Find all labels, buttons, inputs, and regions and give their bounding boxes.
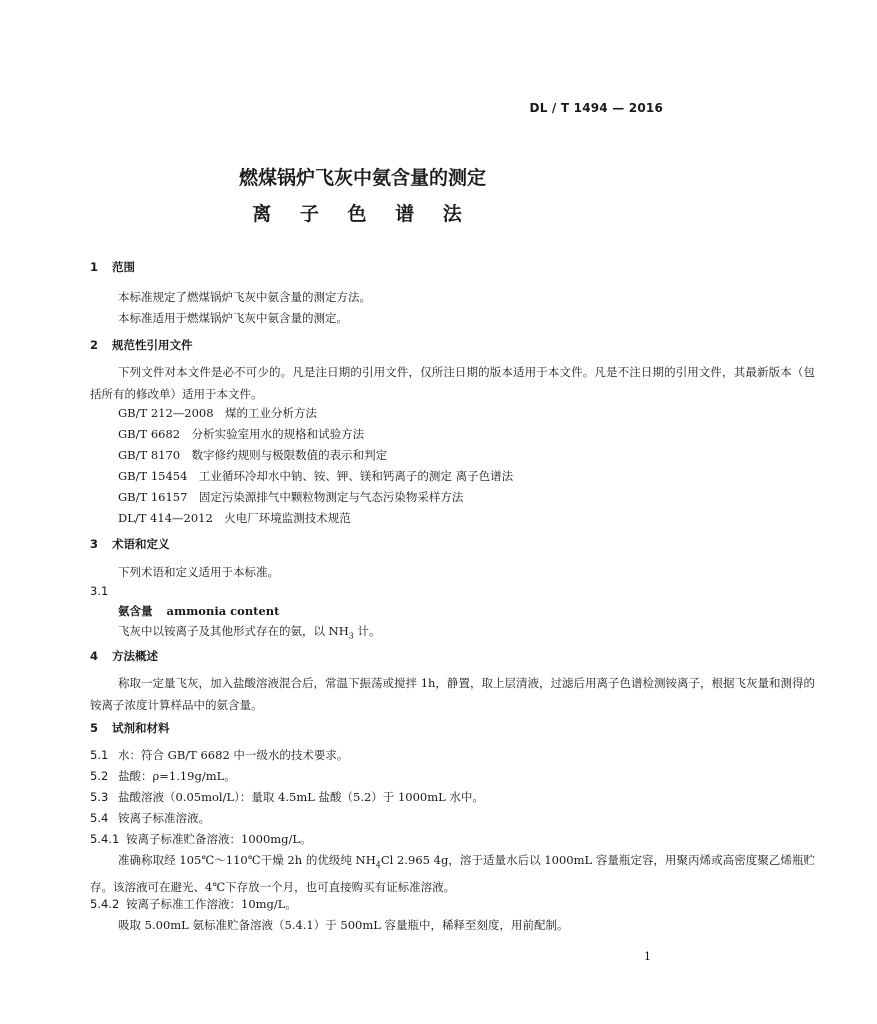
section-title: 试剂和材料 bbox=[112, 721, 170, 735]
clause-5-2 bbox=[0, 765, 815, 787]
clause-text: 铵离子标准工作溶液：10mg/L。 bbox=[126, 897, 297, 911]
clause-text: 水：符合 GB/T 6682 中一级水的技术要求。 bbox=[118, 748, 349, 762]
clause-text: 铵离子标准溶液。 bbox=[118, 811, 210, 825]
section-title: 术语和定义 bbox=[112, 537, 170, 551]
section-number: 4 bbox=[90, 649, 99, 663]
term-chinese: 氨含量 bbox=[118, 604, 153, 618]
clause-5-1 bbox=[0, 744, 815, 766]
body-text: 准确称取经 105℃～110℃干燥 2h 的优级纯 NH bbox=[118, 853, 376, 867]
clause-5-4-2 bbox=[0, 893, 815, 915]
section-number: 2 bbox=[90, 338, 99, 352]
clause-number: 5.1 bbox=[90, 748, 109, 762]
clause-number: 5.4 bbox=[90, 811, 109, 825]
definition-text: 飞灰中以铵离子及其他形式存在的氨，以 NH bbox=[118, 624, 349, 638]
section-1-heading bbox=[0, 256, 815, 278]
section-5-heading bbox=[0, 717, 815, 739]
reference-item: DL/T 414—2012 火电厂环境监测技术规范 bbox=[118, 511, 351, 525]
section-title: 规范性引用文件 bbox=[112, 338, 193, 352]
clause-number: 5.3 bbox=[90, 790, 109, 804]
section-number: 1 bbox=[90, 260, 99, 274]
clause-5-4-1 bbox=[0, 828, 815, 850]
section-4-heading bbox=[0, 645, 815, 667]
definition-subscript: 3 bbox=[348, 631, 354, 641]
body-subscript: 4 bbox=[375, 860, 381, 870]
term-entry bbox=[0, 600, 843, 622]
reference-item: GB/T 15454 工业循环冷却水中钠、铵、钾、镁和钙离子的测定 离子色谱法 bbox=[118, 469, 514, 483]
section-title: 范围 bbox=[112, 260, 135, 274]
definition-text-end: 计。 bbox=[353, 624, 381, 638]
section-2-intro: 下列文件对本文件是必不可少的。凡是注日期的引用文件，仅所注日期的版本适用于本文件。凡是不注日期的引用文件，其最新版本（包括所有的修改单）适用于本文件。 bbox=[90, 365, 815, 401]
section-3-intro: 下列术语和定义适用于本标准。 bbox=[118, 565, 279, 579]
reference-item: GB/T 212—2008 煤的工业分析方法 bbox=[118, 406, 318, 420]
reference-item: GB/T 8170 数字修约规则与极限数值的表示和判定 bbox=[118, 448, 388, 462]
standard-code: DL / T 1494 — 2016 bbox=[529, 101, 663, 115]
section-4-text: 称取一定量飞灰，加入盐酸溶液混合后，常温下振荡或搅拌 1h，静置，取上层清液，过滤后用离子色谱检测铵离子，根据飞灰量和测得的铵离子浓度计算样品中的氨含量。 bbox=[90, 676, 815, 712]
document-subtitle: 离 子 色 谱 法 bbox=[252, 203, 473, 225]
clause-number: 5.4.2 bbox=[90, 897, 120, 911]
body-text-end: Cl 2.965 4g，溶于适量水后以 1000mL 容量瓶定容，用聚丙烯或高密度聚乙烯瓶贮存。该溶液可在避光、4℃下存放一个月，也可直接购买有证标准溶液。 bbox=[90, 853, 815, 895]
reference-item: GB/T 16157 固定污染源排气中颗粒物测定与气态污染物采样方法 bbox=[118, 490, 464, 504]
clause-5-3 bbox=[0, 786, 815, 808]
clause-number: 5.4.1 bbox=[90, 832, 120, 846]
page-number: 1 bbox=[644, 950, 651, 963]
section-number: 5 bbox=[90, 721, 99, 735]
section-title: 方法概述 bbox=[112, 649, 158, 663]
clause-text: 铵离子标准贮备溶液：1000mg/L。 bbox=[126, 832, 312, 846]
section-number: 3 bbox=[90, 537, 99, 551]
clause-5-4-2-body: 吸取 5.00mL 氨标准贮备溶液（5.4.1）于 500mL 容量瓶中，稀释至刻度，用前配制。 bbox=[118, 918, 569, 932]
reference-item: GB/T 6682 分析实验室用水的规格和试验方法 bbox=[118, 427, 365, 441]
term-number: 3.1 bbox=[90, 584, 109, 598]
clause-text: 盐酸：ρ=1.19g/mL。 bbox=[118, 769, 236, 783]
term-definition bbox=[0, 620, 843, 647]
document-title: 燃煤锅炉飞灰中氨含量的测定 bbox=[238, 167, 486, 189]
clause-5-4-1-body bbox=[0, 849, 877, 898]
section-2-heading bbox=[0, 334, 815, 356]
clause-number: 5.2 bbox=[90, 769, 109, 783]
clause-5-4 bbox=[0, 807, 815, 829]
section-1-para-1: 本标准规定了燃煤锅炉飞灰中氨含量的测定方法。 bbox=[118, 290, 371, 304]
clause-text: 盐酸溶液（0.05mol/L）：量取 4.5mL 盐酸（5.2）于 1000mL 水中。 bbox=[118, 790, 484, 804]
term-english: ammonia content bbox=[166, 604, 280, 618]
section-1-para-2: 本标准适用于燃煤锅炉飞灰中氨含量的测定。 bbox=[118, 311, 348, 325]
section-3-heading bbox=[0, 533, 815, 555]
